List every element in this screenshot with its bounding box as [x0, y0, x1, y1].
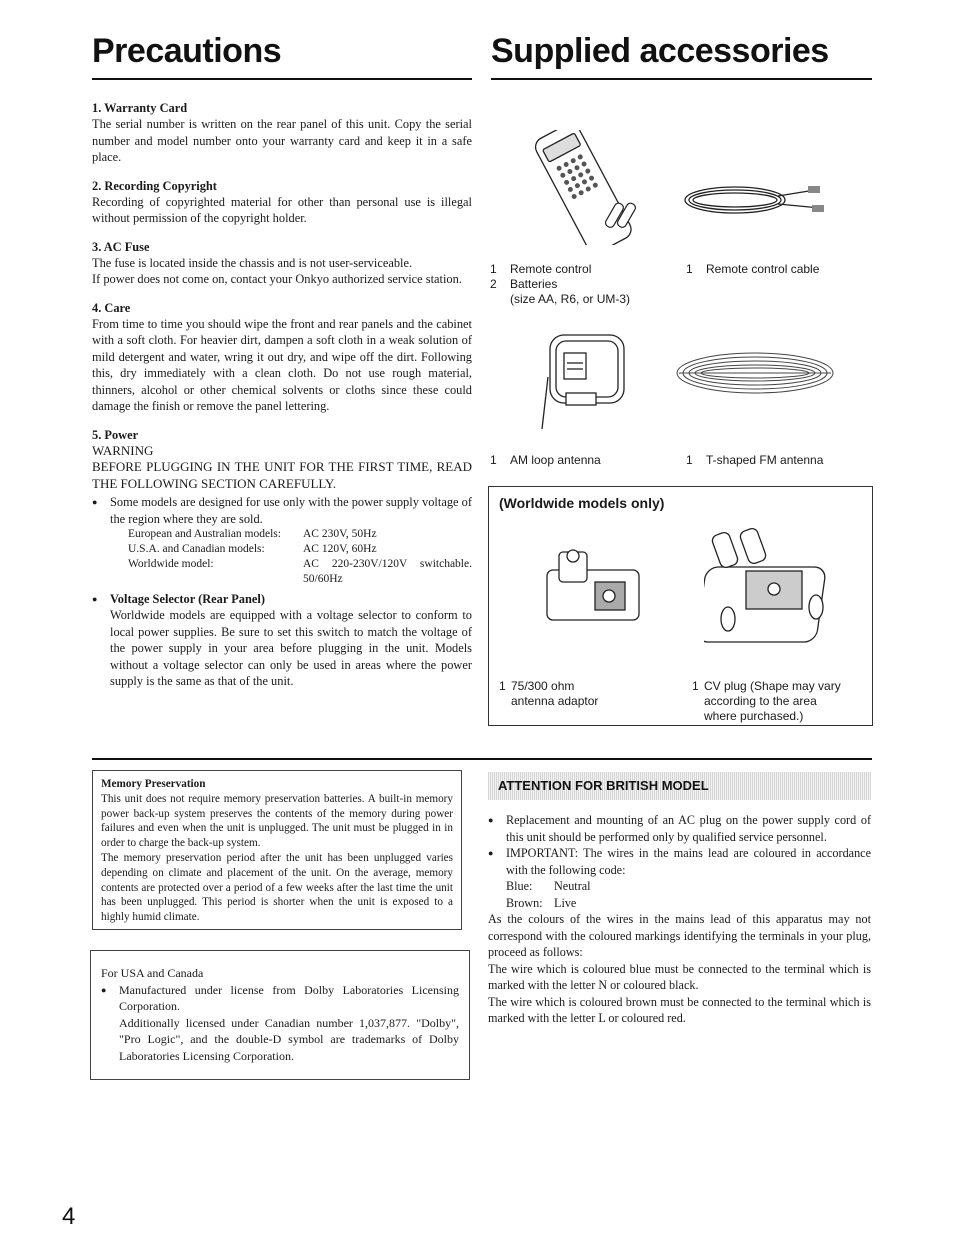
fm-qty: 1 — [686, 453, 693, 467]
usa-text: Additionally licensed under Canadian number 1,037,877. "Dolby", "Pro Logic", and the double-D symbol are trademarks of Dolby Laboratories Licensing Corporation. — [119, 1015, 459, 1063]
usa-title: For USA and Canada — [101, 966, 204, 980]
heading-rule-left — [92, 78, 472, 80]
voltage-selector-text: Worldwide models are equipped with a voltage selector to conform to local power supplies. Be sure to set this switch to match the voltage of the power supply in your area before plugging in the unit. Models without a voltage selector can only be used in areas where the power supply is the same as that of the unit. — [110, 608, 472, 688]
blue-value: Neutral — [554, 879, 591, 893]
cable-label: Remote control cable — [706, 262, 820, 276]
am-loop-antenna-image — [536, 333, 631, 433]
blue-key: Blue: — [506, 879, 533, 893]
fm-caption — [686, 453, 823, 468]
precautions-section — [92, 100, 472, 690]
am-label: AM loop antenna — [510, 453, 601, 467]
worldwide-box — [488, 486, 873, 726]
fm-label: T-shaped FM antenna — [706, 453, 824, 467]
copyright-title: 2. Recording Copyright — [92, 178, 217, 193]
british-section — [488, 812, 871, 1027]
voltage-model: Worldwide model: — [128, 558, 214, 570]
remote-label: Remote control — [510, 262, 592, 276]
british-title: ATTENTION FOR BRITISH MODEL — [498, 778, 709, 793]
wire-code-table — [488, 878, 871, 911]
plug-label-3: where purchased.) — [704, 709, 804, 723]
memory-text-2: The memory preservation period after the unit has been unplugged varies depending on climate and placement of the unit. On the average, memory contents are protected over a period of a few weeks after the last time the unit has been unplugged. This period is shorter when the unit is exposed to a highly humid climate. — [101, 851, 453, 924]
heading-rule-right — [491, 78, 872, 80]
adaptor-caption — [499, 679, 598, 709]
precautions-heading: Precautions — [92, 32, 282, 70]
fuse-text-1: The fuse is located inside the chassis and is not user-serviceable. — [92, 255, 413, 270]
british-bullet-2: ● IMPORTANT: The wires in the mains lead are coloured in accordance with the following code: — [488, 845, 871, 878]
power-warning: WARNING — [92, 442, 154, 458]
remote-control-image — [522, 130, 652, 245]
voltage-model: European and Australian models: — [128, 528, 281, 540]
voltage-value: AC 120V, 60Hz — [303, 543, 377, 555]
power-caps: BEFORE PLUGGING IN THE UNIT FOR THE FIRST TIME, READ THE FOLLOWING SECTION CAREFULLY. — [92, 459, 472, 491]
worldwide-title: (Worldwide models only) — [499, 495, 665, 511]
voltage-value: AC 230V, 50Hz — [303, 528, 377, 540]
batteries-size: (size AA, R6, or UM-3) — [510, 292, 631, 306]
fuse-title: 3. AC Fuse — [92, 239, 150, 254]
voltage-model: U.S.A. and Canadian models: — [128, 543, 265, 555]
page-number: 4 — [62, 1203, 76, 1230]
batteries-label: Batteries — [510, 277, 558, 291]
adaptor-qty: 1 — [499, 679, 506, 693]
cv-plug-image — [704, 527, 839, 647]
voltage-value: AC 220-230V/120V switchable. 50/60Hz — [303, 558, 472, 585]
british-banner — [488, 772, 871, 800]
british-text-2: The wire which is coloured blue must be connected to the terminal which is marked with the letter N or coloured black. — [488, 961, 871, 992]
memory-box — [92, 770, 462, 930]
remote-qty: 1 — [490, 262, 497, 276]
plug-label-2: according to the area — [704, 694, 817, 708]
brown-key: Brown: — [506, 895, 543, 910]
power-title: 5. Power — [92, 427, 139, 442]
british-bullet-1: ● Replacement and mounting of an AC plug on the power supply cord of this unit should be performed only by qualified service personnel. — [488, 812, 871, 845]
accessories-heading: Supplied accessories — [491, 32, 829, 70]
care-text: From time to time you should wipe the front and rear panels and the cabinet with a soft cloth. For heavier dirt, dampen a soft cloth in a weak solution of mild detergent and water, wring it out dry, and wipe off the dirt. Following this, dry immediately with a clean cloth. Do not use rough material, thinners, alcohol or other chemical solvents or cloths since these could damage the finish or remove the panel lettering. — [92, 316, 472, 413]
copyright-text: Recording of copyrighted material for other than personal use is illegal without permission of the copyright holder. — [92, 194, 472, 225]
plug-label-1: CV plug (Shape may vary — [704, 679, 841, 693]
cable-qty: 1 — [686, 262, 693, 276]
plug-qty: 1 — [692, 679, 699, 693]
care-title: 4. Care — [92, 300, 131, 315]
british-text-3: The wire which is coloured brown must be connected to the terminal which is marked with the letter L or coloured red. — [488, 994, 871, 1025]
power-bullet-1: ● Some models are designed for use only with the power supply voltage of the region where they are sold. — [92, 494, 472, 527]
cable-caption — [686, 262, 819, 277]
warranty-title: 1. Warranty Card — [92, 101, 188, 115]
adaptor-label-1: 75/300 ohm — [511, 679, 575, 693]
adaptor-label-2: antenna adaptor — [511, 694, 599, 708]
am-caption — [490, 453, 601, 468]
plug-caption — [692, 679, 841, 724]
british-text-1: As the colours of the wires in the mains lead of this apparatus may not correspond with the coloured markings identifying the terminals in your plug, proceed as follows: — [488, 912, 871, 959]
warranty-text: The serial number is written on the rear panel of this unit. Copy the serial number and model number onto your warranty card and keep it in a safe place. — [92, 117, 472, 164]
batteries-qty: 2 — [490, 277, 497, 291]
usa-box — [90, 950, 470, 1080]
usa-bullet: ● Manufactured under license from Dolby Laboratories Licensing Corporation. — [101, 982, 459, 1015]
section-divider — [92, 758, 872, 760]
am-qty: 1 — [490, 453, 497, 467]
memory-title: Memory Preservation — [101, 778, 206, 790]
remote-cable-image — [680, 178, 830, 226]
fm-antenna-image — [675, 348, 835, 398]
remote-caption — [490, 262, 630, 307]
memory-text-1: This unit does not require memory preservation batteries. A built-in memory power back-up system preserves the contents of the memory during power failures and even when the unit is unplugged. The unit must be plugged in in order to charge the back-up system. — [101, 792, 453, 850]
fuse-text-2: If power does not come on, contact your Onkyo authorized service station. — [92, 272, 462, 286]
voltage-table — [92, 527, 472, 587]
antenna-adaptor-image — [539, 542, 649, 632]
brown-value: Live — [554, 895, 577, 910]
voltage-selector-title: ● Voltage Selector (Rear Panel) — [92, 591, 472, 607]
